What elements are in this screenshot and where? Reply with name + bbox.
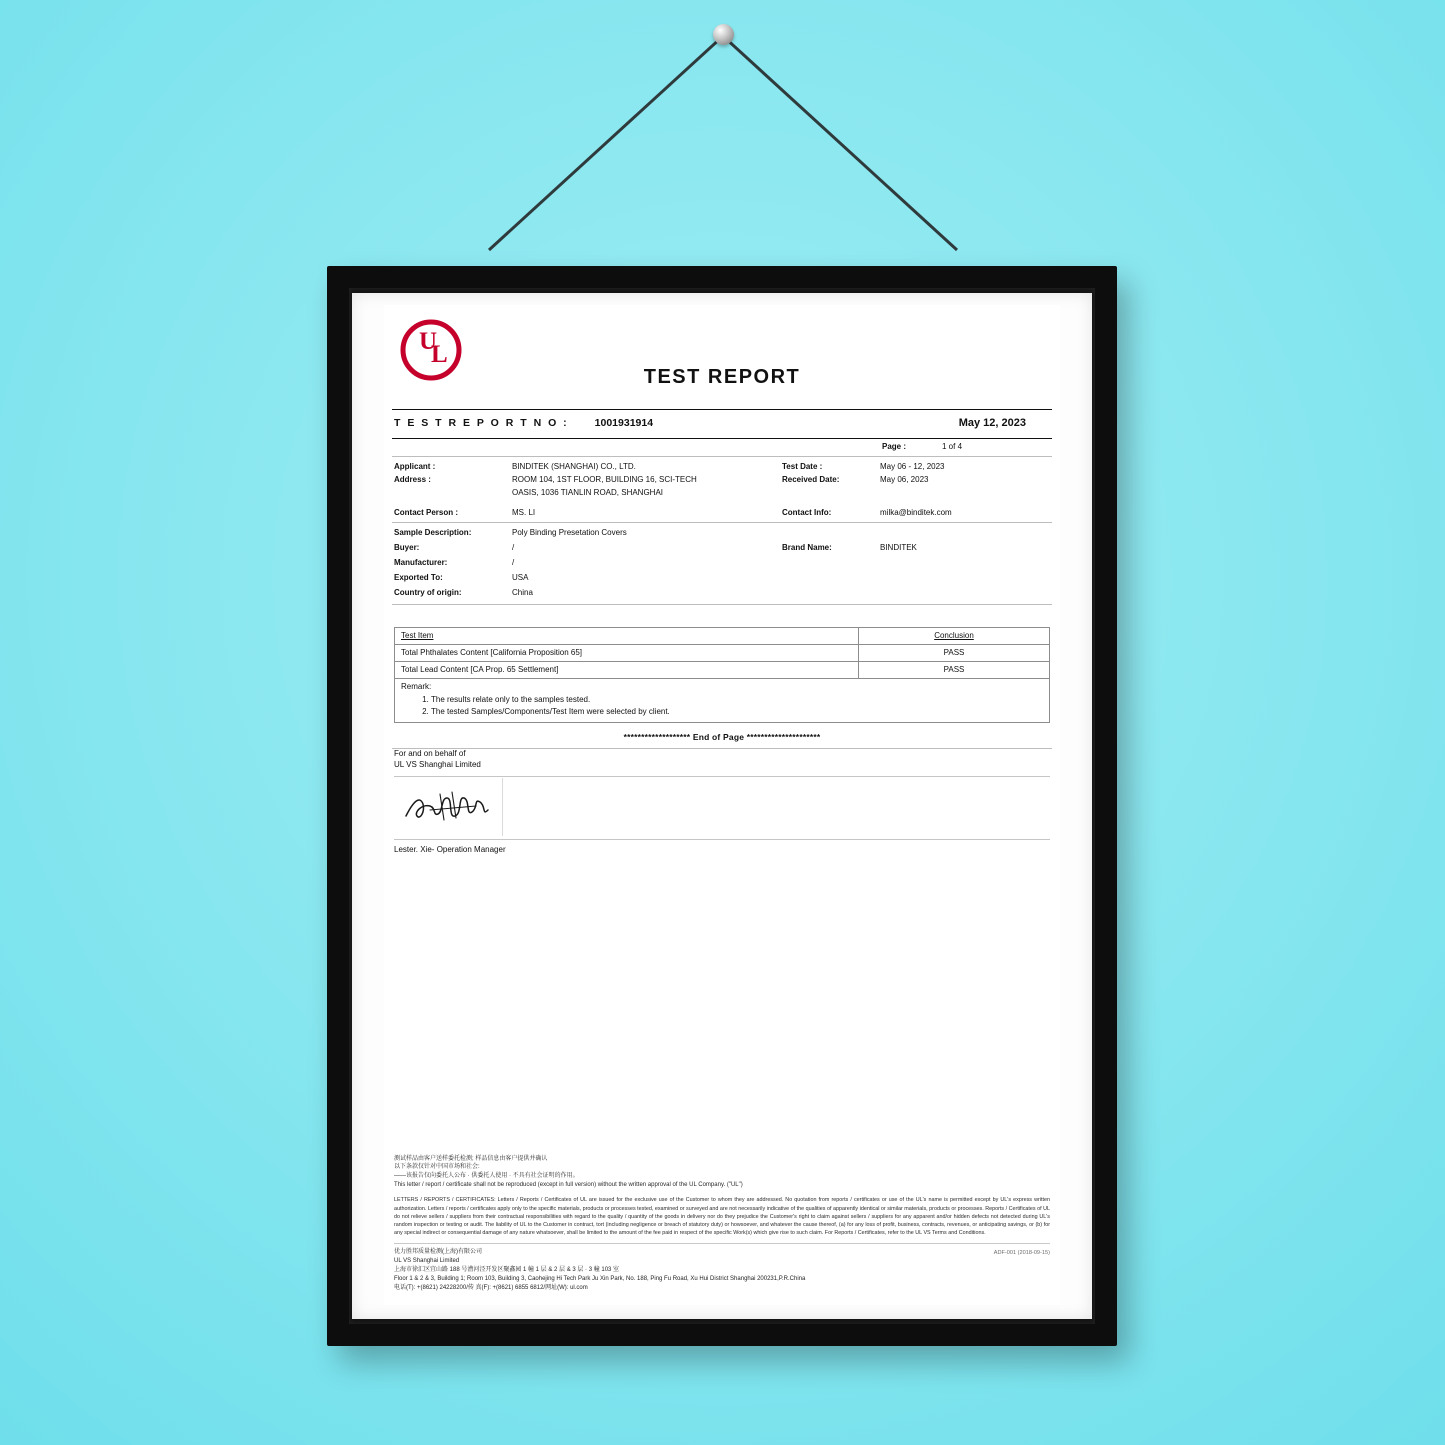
document-header: [384, 305, 1060, 409]
divider-under-sample: [392, 604, 1052, 605]
sample-spacer-7: [782, 588, 880, 598]
list-item: 1. The results relate only to the samples tested.: [431, 695, 1043, 705]
remark-label: Remark:: [401, 681, 432, 691]
cn-note-line-2: 以下条款仅针对中国市场和社会:: [394, 1164, 480, 1171]
contact-info-value: milka@binditek.com: [880, 507, 952, 517]
sample-description-value: Poly Binding Presetation Covers: [512, 527, 627, 537]
behalf-line-2: UL VS Shanghai Limited: [394, 760, 481, 770]
remark-list: [401, 695, 1043, 717]
test-item-1: Total Phthalates Content [California Proposition 65]: [395, 644, 859, 661]
cn-note-line-3: ——该报告仅向委托人公布 · 供委托人使用 · 不具有社会证明的作用。: [394, 1173, 579, 1180]
conclusion-1: PASS: [859, 644, 1050, 661]
results-table: [394, 627, 1050, 723]
address-label: Address :: [394, 474, 431, 484]
report-number-label: T E S T R E P O R T N O :: [394, 417, 569, 430]
test-item-2: Total Lead Content [CA Prop. 65 Settlement]: [395, 661, 859, 678]
spacer-b: [880, 488, 1060, 498]
table-row: [395, 661, 1050, 678]
exported-to-value: USA: [512, 572, 529, 582]
signature-icon: [400, 786, 496, 830]
list-item: 2. The tested Samples/Components/Test Item were selected by client.: [431, 707, 1043, 717]
cn-note-line-1: 测试样品由客户送样委托检测; 样品信息由客户提供并确认: [394, 1155, 548, 1162]
page-number-row: [384, 439, 1060, 456]
country-of-origin-value: China: [512, 587, 533, 597]
svg-text:U: U: [419, 328, 438, 355]
cn-note-line-4: This letter / report / certificate shall not be reproduced (except in full version) without the written approval of the UL Company. ("UL"): [394, 1181, 743, 1188]
document-form-id: ADF-001 (2018-09-15): [993, 1250, 1050, 1256]
contact-info-grid: [384, 502, 1060, 522]
report-number-row: [384, 410, 1060, 438]
sample-description-label: Sample Description:: [394, 527, 472, 537]
sample-spacer-6: [880, 573, 1060, 583]
report-date: May 12, 2023: [958, 417, 1026, 429]
manufacturer-label: Manufacturer:: [394, 557, 448, 567]
header-conclusion: Conclusion: [859, 627, 1050, 644]
page-title: TEST REPORT: [643, 366, 801, 388]
report-number-value: 1001931914: [594, 417, 654, 430]
chinese-note: [394, 1155, 1050, 1190]
contact-info-label: Contact Info:: [782, 507, 832, 517]
manufacturer-value: /: [512, 557, 515, 567]
address-spacer: [394, 488, 512, 498]
received-date-label: Received Date:: [782, 474, 840, 484]
test-date-value: May 06 - 12, 2023: [880, 461, 945, 471]
document-page: [384, 305, 1060, 1305]
exported-to-label: Exported To:: [394, 572, 443, 582]
signature-frame: [394, 778, 503, 836]
sample-spacer-8: [880, 588, 1060, 598]
svg-text:L: L: [431, 341, 448, 368]
conclusion-2: PASS: [859, 661, 1050, 678]
signature-box: [394, 776, 1050, 840]
sample-spacer-4: [880, 558, 1060, 568]
spacer-a: [782, 488, 880, 498]
received-date-value: May 06, 2023: [880, 474, 929, 484]
company-name-cn: 优力胜邦质量检测(上海)有限公司: [394, 1249, 482, 1255]
signer-name: Lester. Xie- Operation Manager: [394, 844, 506, 854]
behalf-block: [384, 749, 1060, 771]
page-label: Page :: [881, 441, 906, 451]
brand-name-label: Brand Name:: [782, 542, 832, 552]
contact-person-value: MS. LI: [512, 507, 536, 517]
legal-text: LETTERS / REPORTS / CERTIFICATES: Letters / Reports / Certificates of UL are issued for the exclusive use of the Customer to whom they are addressed. No quotation from reports / certificates or use of the UL's name is permitted except by UL's express written authorization. Letters / reports / certificates apply only to the specific materials, products or processes tested, examined or surveyed and are not necessarily indicative of the qualities of apparently identical or similar materials, products or processes. Reports / Certificates of UL do not relieve sellers / suppliers from their contractual responsibilities with regard to the quality / quantity of the goods in delivery nor do they prejudice the Customer's right to claim against sellers / suppliers for any apparent and/or hidden defects not detected during UL's random inspection or testing or audit. The liability of UL to the Customer in contract, tort (including negligence or breach of statutory duty) or howsoever, and whatever the cause thereof, (a) for any loss of profit, business, contracts, revenues, or anticipating savings, or (b) for any special indirect or consequential damage of any nature whatsoever, shall be limited to the amount of the fee paid in respect of the specific Work(s) which give rise to such claim. For Reports / Certificates, refer to the UL VS Terms and Conditions.: [394, 1197, 1050, 1236]
address-en: Floor 1 & 2 & 3, Building 1; Room 103, Building 3, Caohejing Hi Tech Park Ju Xin Park, No. 188, Ping Fu Road, Xu Hui District Shanghai 200231,P.R.China: [394, 1276, 806, 1282]
header-test-item: Test Item: [395, 627, 859, 644]
sample-spacer-3: [782, 558, 880, 568]
remark-row: [395, 678, 1050, 722]
buyer-label: Buyer:: [394, 542, 420, 552]
footer-divider: [394, 1243, 1050, 1244]
sample-spacer-2: [880, 528, 1060, 538]
page-value: 1 of 4: [942, 441, 963, 451]
sample-spacer-5: [782, 573, 880, 583]
contact-phone: 电话(T): +(8621) 24228200/传 真(F): +(8621) 6855 6812/网址(W): ul.com: [394, 1285, 588, 1291]
applicant-value: BINDITEK (SHANGHAI) CO., LTD.: [512, 461, 636, 471]
country-of-origin-label: Country of origin:: [394, 587, 462, 597]
picture-frame: [327, 266, 1117, 1346]
applicant-info-grid: [384, 457, 1060, 502]
address-value-line1: ROOM 104, 1ST FLOOR, BUILDING 16, SCI-TECH: [512, 474, 697, 484]
address-value-line2: OASIS, 1036 TIANLIN ROAD, SHANGHAI: [512, 487, 664, 497]
behalf-line-1: For and on behalf of: [394, 749, 466, 759]
contact-person-label: Contact Person :: [394, 507, 459, 517]
table-header-row: [395, 627, 1050, 644]
buyer-value: /: [512, 542, 515, 552]
applicant-label: Applicant :: [394, 461, 436, 471]
sample-info-grid: [384, 523, 1060, 604]
test-date-label: Test Date :: [782, 461, 823, 471]
nail-icon: [713, 24, 734, 45]
company-name-en: UL VS Shanghai Limited: [394, 1258, 460, 1264]
table-row: [395, 644, 1050, 661]
brand-name-value: BINDITEK: [880, 542, 917, 552]
address-cn: 上海市徐汇区宜山路 188 号漕河泾开发区聚鑫园 1 幢 1 层 & 2 层 & 3 层 · 3 幢 103 室: [394, 1267, 620, 1273]
sample-spacer-1: [782, 528, 880, 538]
end-of-page-marker: ******************* End of Page *********************: [623, 731, 821, 742]
remark-cell: [395, 678, 1050, 722]
footer-address-row: [394, 1248, 1050, 1293]
document-footer: [384, 1155, 1060, 1293]
frame-mat: [352, 293, 1092, 1319]
footer-address: [394, 1248, 805, 1293]
